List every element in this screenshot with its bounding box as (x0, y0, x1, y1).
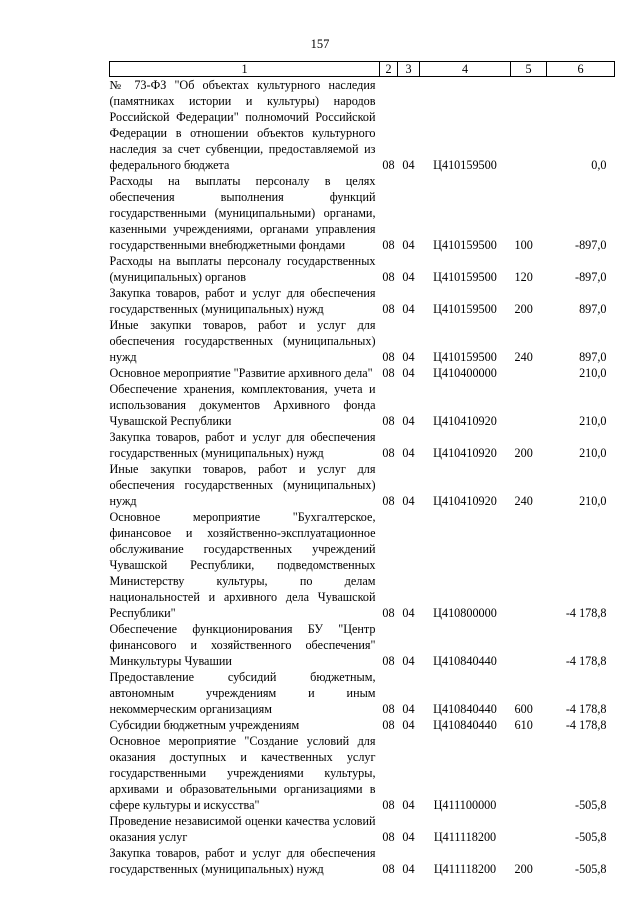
row-name: Иные закупки товаров, работ и услуг для обеспечения государственных (муниципальных) нужд (109, 462, 376, 508)
table-row (110, 365, 615, 381)
row-section: 08 (382, 606, 395, 620)
row-expense-type (511, 733, 547, 813)
row-target-article: Ц410400000 (433, 366, 497, 380)
row-subsection: 04 (402, 606, 415, 620)
table-header (110, 62, 615, 77)
row-expense-type (511, 813, 547, 845)
row-subsection: 04 (402, 702, 415, 716)
row-expense-type: 100 (514, 238, 533, 252)
row-subsection: 04 (402, 446, 415, 460)
row-name: № 73-ФЗ "Об объектах культурного наследия (памятниках истории и культуры) народов Российской Федерации" полномочий Российской Федерации в отношении объектов культурного наследия за счет субвенции, предоставляемой из федерального бюджета (109, 78, 376, 172)
row-amount: -505,8 (575, 798, 607, 812)
table-row (110, 621, 615, 669)
row-expense-type: 610 (514, 718, 533, 732)
row-target-article: Ц411118200 (433, 862, 497, 876)
row-amount: -4 178,8 (565, 606, 607, 620)
row-section: 08 (382, 366, 395, 380)
table-row (110, 317, 615, 365)
header-col-3: 3 (398, 62, 420, 77)
row-name: Расходы на выплаты персоналу в целях обеспечения выполнения функций государственными (муниципальными) органами, казенными учреждениями, органами управления государственными внебюджетными фондами (109, 174, 376, 252)
page-number: 157 (310, 37, 330, 51)
row-expense-type (511, 509, 547, 621)
row-subsection: 04 (402, 718, 415, 732)
row-target-article: Ц411100000 (433, 798, 497, 812)
row-amount: 210,0 (579, 366, 607, 380)
row-subsection: 04 (402, 830, 415, 844)
table-row (110, 253, 615, 285)
row-name: Закупка товаров, работ и услуг для обеспечения государственных (муниципальных) нужд (109, 286, 376, 316)
row-target-article: Ц410159500 (433, 302, 497, 316)
row-expense-type (511, 365, 547, 381)
row-amount: -505,8 (575, 830, 607, 844)
table-row (110, 461, 615, 509)
row-target-article: Ц410800000 (433, 606, 497, 620)
row-subsection: 04 (402, 494, 415, 508)
row-section: 08 (382, 238, 395, 252)
row-amount: 0,0 (591, 158, 607, 172)
row-section: 08 (382, 270, 395, 284)
row-subsection: 04 (402, 798, 415, 812)
row-target-article: Ц410159500 (433, 158, 497, 172)
row-expense-type: 240 (514, 494, 533, 508)
row-amount: 897,0 (579, 302, 607, 316)
table-row (110, 381, 615, 429)
row-subsection: 04 (402, 366, 415, 380)
row-subsection: 04 (402, 350, 415, 364)
row-name: Проведение независимой оценки качества условий оказания услуг (109, 814, 376, 844)
row-expense-type (511, 621, 547, 669)
header-col-5: 5 (511, 62, 547, 77)
row-subsection: 04 (402, 414, 415, 428)
row-name: Основное мероприятие "Создание условий для оказания доступных и качественных услуг государственными учреждениями культуры, архивами и образовательными организациями в сфере культуры и искусства" (109, 734, 376, 812)
row-target-article: Ц410410920 (433, 446, 497, 460)
row-section: 08 (382, 654, 395, 668)
row-section: 08 (382, 302, 395, 316)
table-row (110, 429, 615, 461)
row-subsection: 04 (402, 654, 415, 668)
table-row (110, 733, 615, 813)
row-subsection: 04 (402, 862, 415, 876)
row-name: Закупка товаров, работ и услуг для обеспечения государственных (муниципальных) нужд (109, 846, 376, 876)
row-target-article: Ц410159500 (433, 238, 497, 252)
table-body (110, 77, 615, 878)
row-target-article: Ц410410920 (433, 414, 497, 428)
row-target-article: Ц410840440 (433, 702, 497, 716)
row-target-article: Ц410159500 (433, 350, 497, 364)
row-section: 08 (382, 350, 395, 364)
table-row (110, 285, 615, 317)
header-col-2: 2 (380, 62, 398, 77)
row-section: 08 (382, 702, 395, 716)
row-name: Расходы на выплаты персоналу государственных (муниципальных) органов (109, 254, 376, 284)
row-amount: 210,0 (579, 446, 607, 460)
row-expense-type: 120 (514, 270, 533, 284)
row-amount: -897,0 (575, 238, 607, 252)
row-section: 08 (382, 862, 395, 876)
row-name: Обеспечение хранения, комплектования, учета и использования документов Архивного фонда Чувашской Республики (109, 382, 376, 428)
row-amount: 897,0 (579, 350, 607, 364)
table-row (110, 173, 615, 253)
row-name: Закупка товаров, работ и услуг для обеспечения государственных (муниципальных) нужд (109, 430, 376, 460)
row-section: 08 (382, 718, 395, 732)
row-name: Субсидии бюджетным учреждениям (109, 718, 300, 732)
row-subsection: 04 (402, 302, 415, 316)
row-expense-type: 240 (514, 350, 533, 364)
row-target-article: Ц410840440 (433, 654, 497, 668)
row-subsection: 04 (402, 158, 415, 172)
header-col-4: 4 (420, 62, 511, 77)
row-name: Основное мероприятие "Развитие архивного дела" (109, 366, 373, 380)
row-target-article: Ц410410920 (433, 494, 497, 508)
table-row (110, 717, 615, 733)
row-name: Предоставление субсидий бюджетным, автономным учреждениям и иным некоммерческим организациям (109, 670, 376, 716)
row-expense-type: 200 (514, 446, 533, 460)
row-expense-type (511, 77, 547, 174)
row-amount: 210,0 (579, 414, 607, 428)
row-name: Основное мероприятие "Бухгалтерское, финансовое и хозяйственно-эксплуатационное обслуживание государственных учреждений Чувашской Республики, подведомственных Министерству культуры, по делам национальностей и архивного дела Чувашской Республики" (109, 510, 376, 620)
row-name: Обеспечение функционирования БУ "Центр финансового и хозяйственного обеспечения" Минкультуры Чувашии (109, 622, 376, 668)
row-section: 08 (382, 446, 395, 460)
row-section: 08 (382, 158, 395, 172)
row-section: 08 (382, 830, 395, 844)
row-subsection: 04 (402, 270, 415, 284)
table-row (110, 77, 615, 174)
row-expense-type: 600 (514, 702, 533, 716)
row-amount: 210,0 (579, 494, 607, 508)
header-col-6: 6 (547, 62, 615, 77)
table-row (110, 509, 615, 621)
row-subsection: 04 (402, 238, 415, 252)
table-row (110, 845, 615, 877)
row-amount: -4 178,8 (565, 718, 607, 732)
row-amount: -505,8 (575, 862, 607, 876)
row-expense-type: 200 (514, 862, 533, 876)
budget-table (109, 61, 615, 877)
row-target-article: Ц410159500 (433, 270, 497, 284)
row-target-article: Ц410840440 (433, 718, 497, 732)
row-name: Иные закупки товаров, работ и услуг для обеспечения государственных (муниципальных) нужд (109, 318, 376, 364)
table-row (110, 813, 615, 845)
table-row (110, 669, 615, 717)
row-expense-type: 200 (514, 302, 533, 316)
row-target-article: Ц411118200 (433, 830, 497, 844)
row-amount: -897,0 (575, 270, 607, 284)
row-section: 08 (382, 414, 395, 428)
row-amount: -4 178,8 (565, 702, 607, 716)
header-col-1: 1 (110, 62, 380, 77)
row-expense-type (511, 381, 547, 429)
row-amount: -4 178,8 (565, 654, 607, 668)
row-section: 08 (382, 798, 395, 812)
row-section: 08 (382, 494, 395, 508)
